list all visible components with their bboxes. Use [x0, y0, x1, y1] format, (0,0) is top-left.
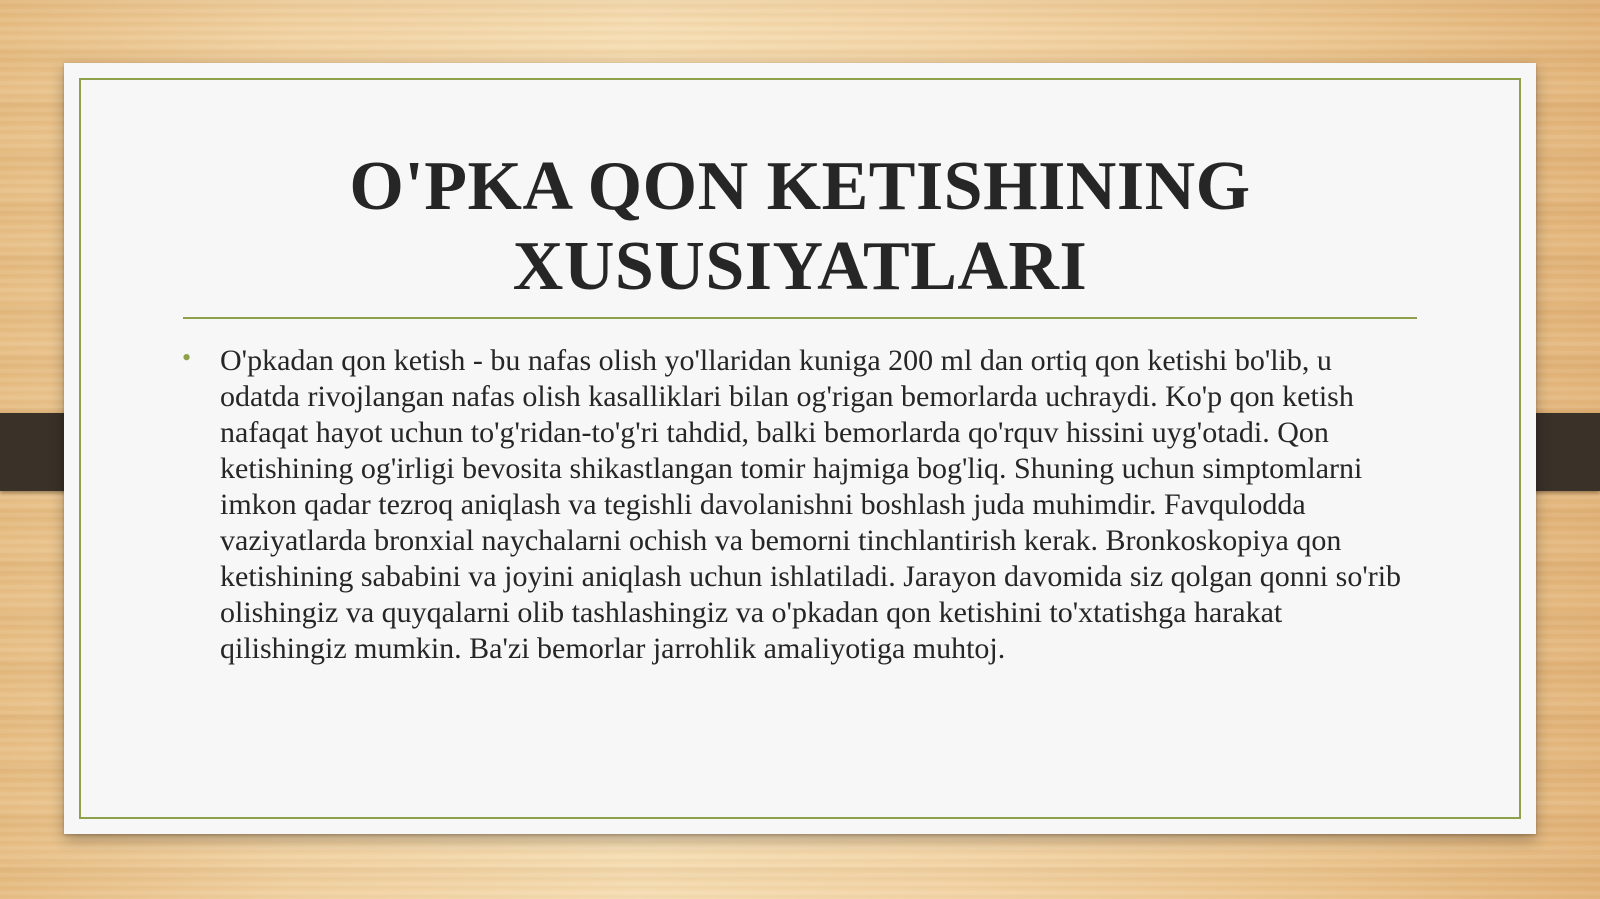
bullet-item — [180, 343, 1406, 667]
bullet-text: O'pkadan qon ketish - bu nafas olish yo'llaridan kuniga 200 ml dan ortiq qon ketishi bo'lib, u odatda rivojlangan nafas olish kasalliklari bilan og'rigan bemorlarda uchraydi. Ko'p qon ketish nafaqat hayot uchun to'g'ridan-to'g'ri tahdid, balki bemorlarda qo'rquv hissini uyg'otadi. Qon ketishining og'irligi bevosita shikastlangan tomir hajmiga bog'liq. Shuning uchun simptomlarni imkon qadar tezroq aniqlash va tegishli davolanishni boshlash juda muhimdir. Favqulodda vaziyatlarda bronxial naychalarni ochish va bemorni tinchlantirish kerak. Bronkoskopiya qon ketishining sababini va joyini aniqlash uchun ishlatiladi. Jarayon davomida siz qolgan qonni so'rib olishingiz va quyqalarni olib tashlashingiz va o'pkadan qon ketishini to'xtatishga harakat qilishingiz mumkin. Ba'zi bemorlar jarrohlik amaliyotiga muhtoj. — [220, 344, 1402, 665]
slide-title-line-1: O'PKA QON KETISHINING — [349, 148, 1251, 225]
slide-title-line-2: XUSUSIYATLARI — [512, 228, 1088, 305]
slide-card — [64, 63, 1536, 834]
bullet-list — [180, 343, 1406, 667]
slide-title — [184, 147, 1416, 307]
title-divider — [183, 317, 1417, 319]
bullet-dot-icon: • — [182, 343, 192, 372]
